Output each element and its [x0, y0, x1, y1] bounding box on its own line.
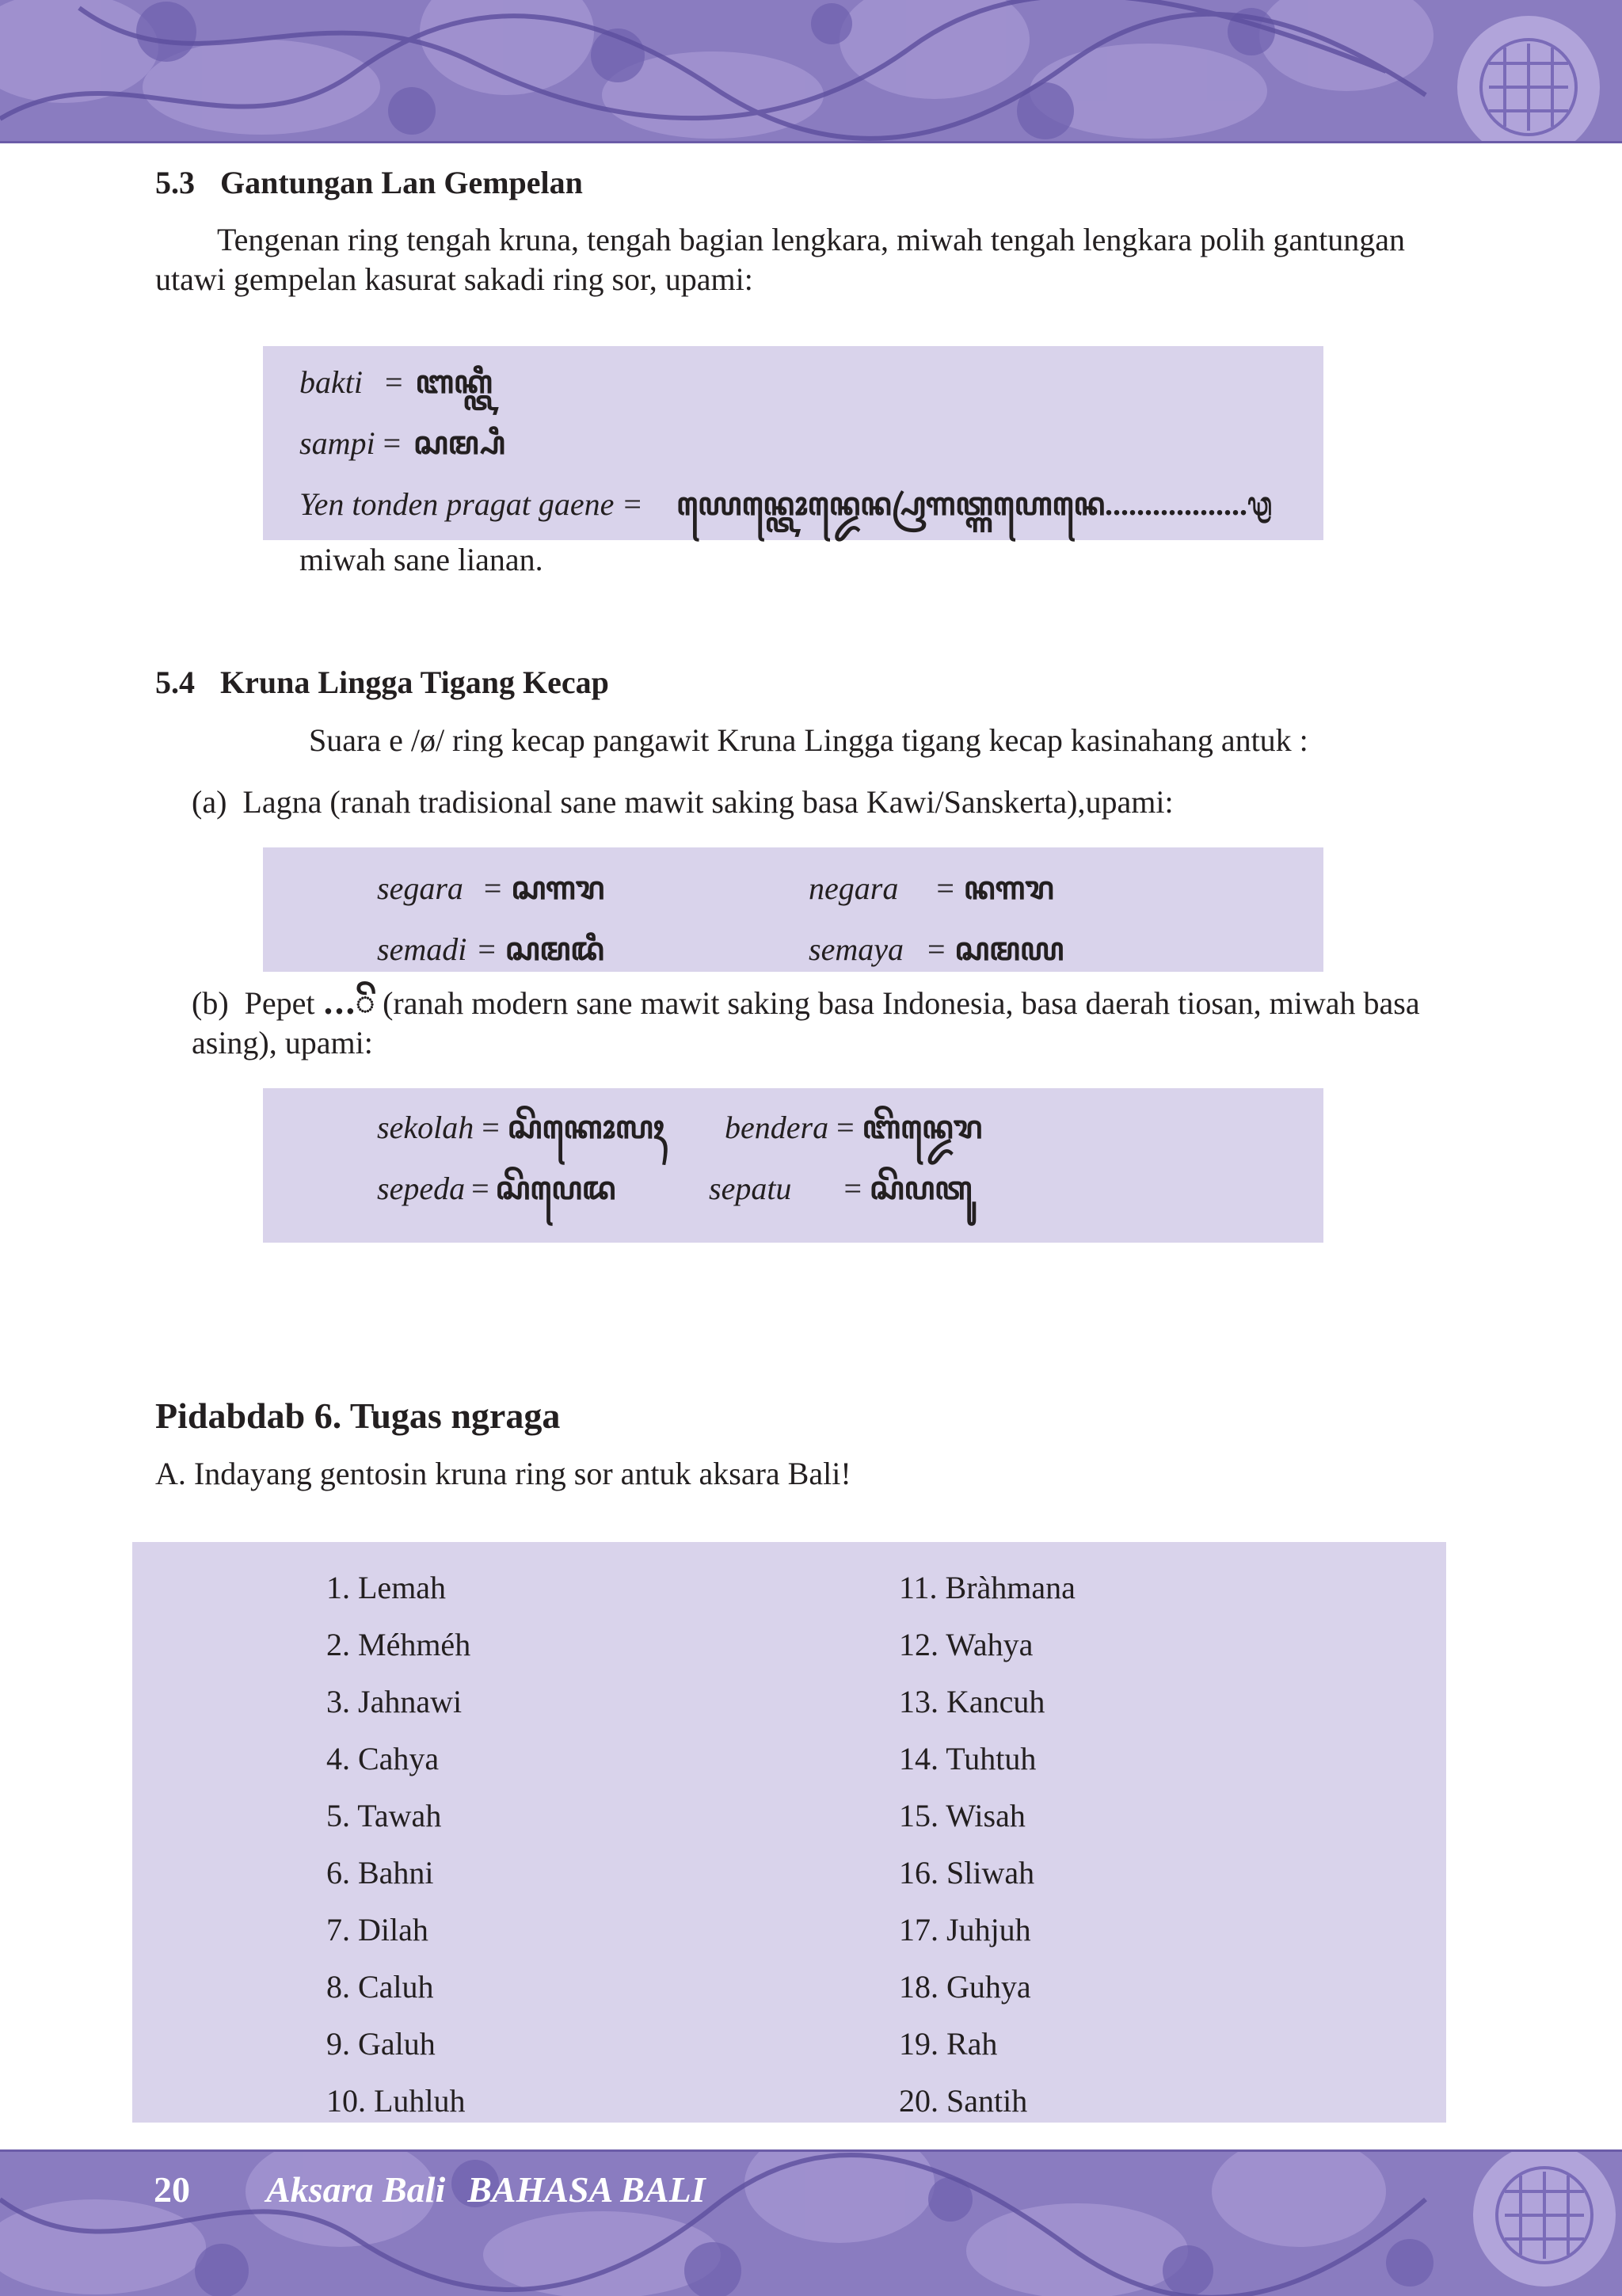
balinese-script: ꦱꦩ꧀ꦥꦶ [413, 425, 505, 462]
task-list-item: 12. Wahya [899, 1627, 1034, 1662]
latin-word: sepeda [377, 1171, 466, 1206]
latin-word: bendera [725, 1110, 829, 1145]
balinese-script: ꦧꦏ꧀ꦠꦶ [415, 364, 493, 401]
section-5-3-heading [155, 164, 583, 201]
latin-word: semaya [809, 931, 904, 967]
task-list-item: 8. Caluh [326, 1969, 434, 2005]
item-b-description: (ranah modern sane mawit saking basa Indonesia, basa daerah tiosan, miwah basa asing), upami: [192, 985, 1420, 1060]
example-row-sekolah [377, 1102, 664, 1167]
task-list-item: 14. Tuhtuh [899, 1741, 1037, 1776]
floral-ornament-icon [0, 2152, 1622, 2296]
equals-sign: = [623, 486, 642, 522]
task-list-item: 10. Luhluh [326, 2083, 466, 2119]
task-list-item: 2. Méhméh [326, 1627, 471, 1662]
equals-sign: = [836, 1110, 855, 1145]
task-list-item: 7. Dilah [326, 1912, 428, 1948]
section-5-4-heading [155, 664, 609, 701]
balinese-script: ꦤꦒꦫ [963, 870, 1054, 907]
balinese-script: ꦱꦼꦥꦠꦸ [870, 1170, 973, 1207]
section-title: Kruna Lingga Tigang Kecap [220, 664, 609, 700]
equals-sign: = [927, 931, 946, 967]
task-list-item: 9. Galuh [326, 2026, 436, 2062]
equals-sign: = [936, 870, 954, 906]
item-b-text [192, 984, 1427, 1063]
latin-sentence: Yen tonden pragat gaene [299, 486, 615, 522]
equals-sign: = [483, 870, 502, 906]
example-row-sentence [299, 479, 1273, 544]
item-b-label: (b) Pepet [192, 985, 315, 1021]
balinese-script: ꦱꦩꦪ [954, 931, 1064, 968]
latin-word: semadi [377, 931, 467, 967]
section-number: 5.4 [155, 664, 195, 700]
pepet-glyph: ...ꦼ [322, 984, 375, 1022]
balinese-script: ꦱꦩꦢꦶ [504, 931, 604, 968]
running-footer [266, 2168, 706, 2210]
balinese-script-tail: ..................ᭉ [1105, 486, 1273, 522]
latin-word: sekolah [377, 1110, 474, 1145]
example-row-segara [377, 863, 604, 928]
latin-word: sepatu [709, 1171, 792, 1206]
latin-word: sampi [299, 425, 375, 461]
item-a-text: (a) Lagna (ranah tradisional sane mawit saking basa Kawi/Sanskerta),upami: [192, 784, 1174, 820]
footer-ornament-band [0, 2149, 1622, 2296]
example-row-semadi [377, 924, 604, 989]
floral-ornament-icon [0, 0, 1622, 141]
task-list-item: 15. Wisah [899, 1798, 1026, 1833]
example-row-bendera [725, 1102, 982, 1167]
section-5-3-after: miwah sane lianan. [299, 542, 543, 577]
task-list-item: 17. Juhjuh [899, 1912, 1031, 1948]
task-list-item: 6. Bahni [326, 1855, 434, 1890]
task-list-item: 5. Tawah [326, 1798, 442, 1833]
example-row-sepatu [709, 1163, 972, 1228]
balinese-script: ꦧꦼꦤ꧀ꦢꦺꦫ [862, 1109, 983, 1146]
equals-sign: = [383, 425, 402, 461]
task-list-item: 16. Sliwah [899, 1855, 1035, 1890]
example-row-semaya [809, 924, 1064, 989]
example-row-sepeda [377, 1163, 615, 1228]
equals-sign: = [384, 364, 403, 400]
task-heading: Pidabdab 6. Tugas ngraga [155, 1395, 561, 1436]
latin-word: negara [809, 870, 899, 906]
latin-word: segara [377, 870, 463, 906]
equals-sign: = [478, 931, 496, 967]
task-list-item: 13. Kancuh [899, 1684, 1045, 1719]
section-title: Gantungan Lan Gempelan [220, 165, 583, 200]
equals-sign: = [482, 1110, 500, 1145]
section-5-4-intro: Suara e /ø/ ring kecap pangawit Kruna Lingga tigang kecap kasinahang antuk : [309, 722, 1308, 758]
footer-subject: Aksara Bali [266, 2169, 446, 2210]
example-row-bakti [299, 357, 493, 422]
example-row-negara [809, 863, 1054, 928]
balinese-script: ꦱꦼꦏꦺꦴꦭꦃ [507, 1109, 664, 1146]
section-5-3-paragraph: Tengenan ring tengah kruna, tengah bagian lengkara, miwah tengah lengkara polih gantungan utawi gempelan kasurat sakadi ring sor, upami: [155, 222, 1405, 297]
section-number: 5.3 [155, 165, 195, 200]
footer-book: BAHASA BALI [467, 2169, 706, 2210]
balinese-script: ꦪꦺꦤ꧀ꦠꦺꦴꦤ꧀ꦢꦺꦤ꧀ꦥꦿꦒꦠ꧀ꦒꦲꦺꦤꦺ [676, 485, 1106, 523]
task-list-item: 1. Lemah [326, 1570, 447, 1605]
task-list-item: 19. Rah [899, 2026, 998, 2062]
balinese-script: ꦱꦼꦥꦺꦢ [495, 1170, 616, 1207]
latin-word: bakti [299, 364, 363, 400]
task-list-item: 18. Guhya [899, 1969, 1031, 2005]
task-list-item: 4. Cahya [326, 1741, 440, 1776]
task-list-item: 11. Bràhmana [899, 1570, 1076, 1605]
balinese-script: ꦱꦒꦫ [511, 870, 605, 907]
example-row-sampi [299, 418, 505, 483]
equals-sign: = [471, 1171, 489, 1206]
task-list-item: 3. Jahnawi [326, 1684, 463, 1719]
task-list-item: 20. Santih [899, 2083, 1028, 2119]
equals-sign: = [843, 1171, 862, 1206]
header-ornament-band [0, 0, 1622, 143]
task-instruction: A. Indayang gentosin kruna ring sor antuk aksara Bali! [155, 1456, 851, 1491]
page-number: 20 [154, 2169, 190, 2210]
